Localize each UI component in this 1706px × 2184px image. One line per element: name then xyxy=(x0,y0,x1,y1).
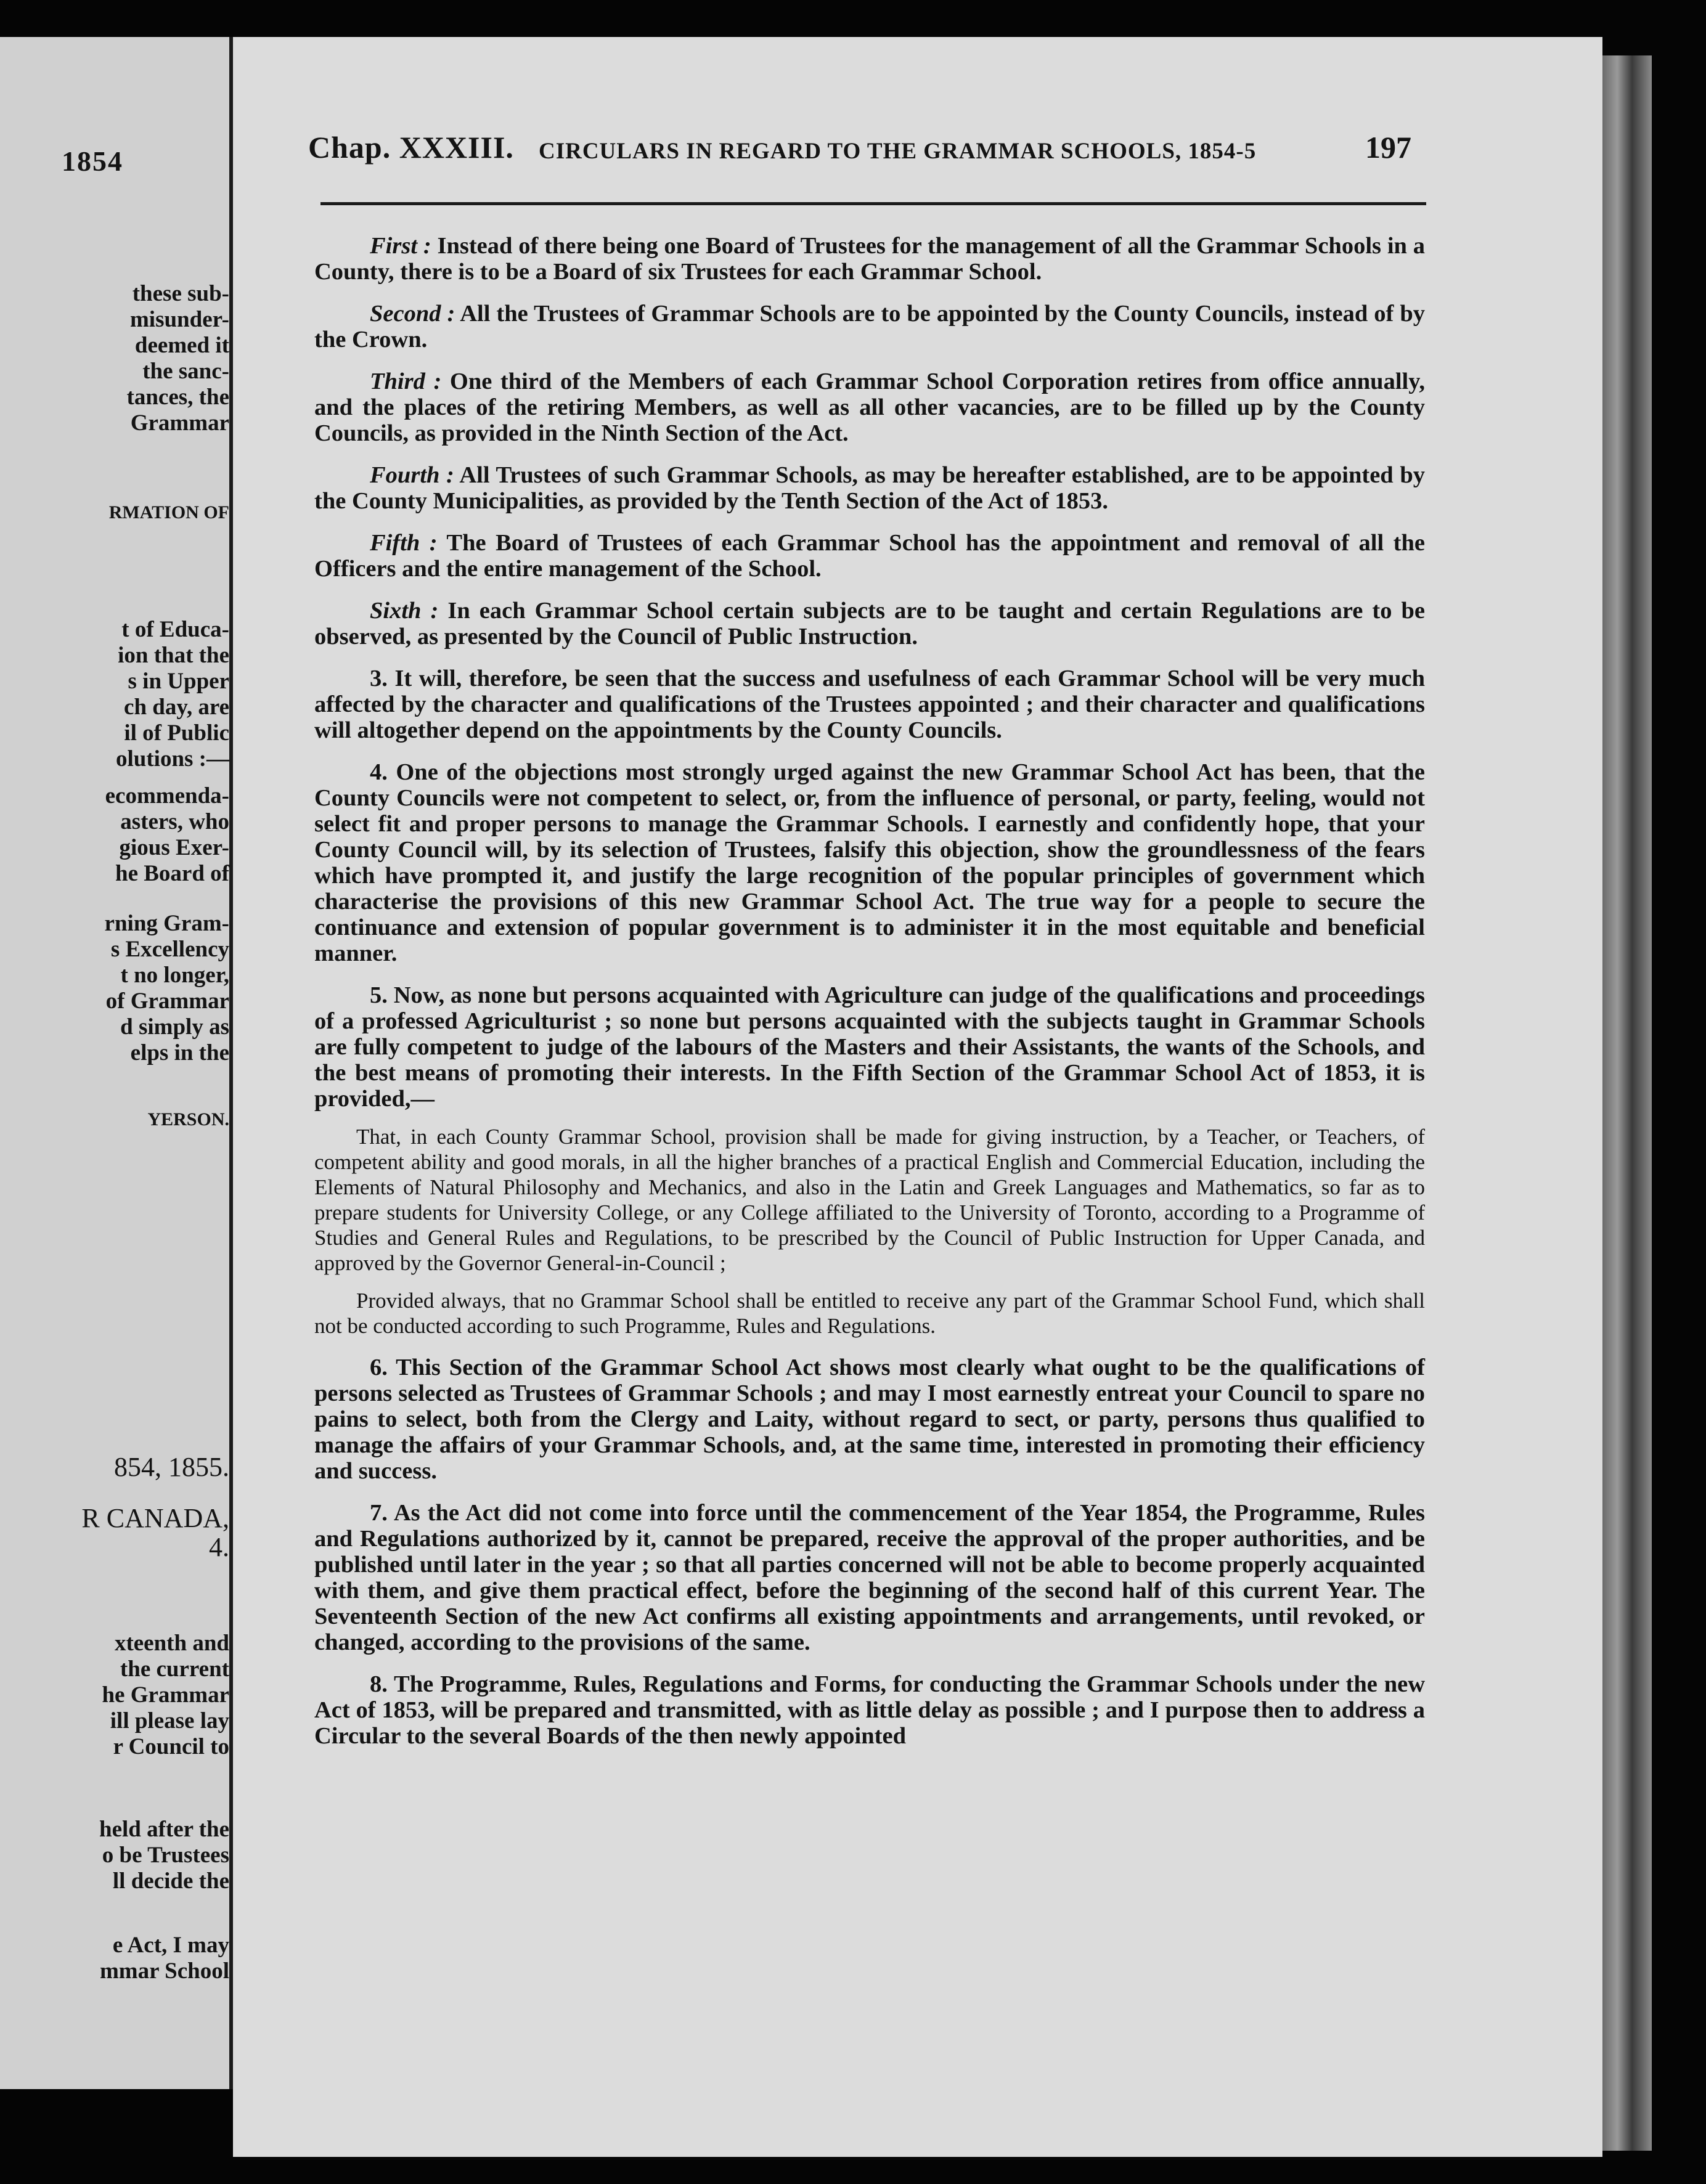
left-page-line: ecommenda- xyxy=(105,783,229,809)
paragraph-lead: First : xyxy=(370,233,431,259)
paragraph-fourth xyxy=(314,462,1425,514)
left-page-line: YERSON. xyxy=(147,1109,229,1130)
left-page-line: he Grammar xyxy=(102,1682,229,1708)
paragraph-text: In each Grammar School certain subjects are to be taught and certain Regulations are to be observed, as presented by the Council of Public Instruction. xyxy=(314,598,1425,650)
left-page-line: RMATION OF xyxy=(108,502,229,523)
left-page-line: e Act, I may xyxy=(112,1933,229,1958)
left-page-line: these sub- xyxy=(132,281,229,306)
paragraph-second xyxy=(314,301,1425,352)
left-page-line: t of Educa- xyxy=(121,617,229,642)
left-page-line: the sanc- xyxy=(142,359,229,384)
left-page-line: 854, 1855. xyxy=(114,1452,229,1482)
left-page-line: s in Upper xyxy=(128,669,229,694)
page-body xyxy=(314,233,1425,1749)
left-page-line: tances, the xyxy=(126,385,229,410)
left-page-line: ll decide the xyxy=(112,1868,229,1894)
paragraph-text: Instead of there being one Board of Trustees for the management of all the Grammar Schools in a County, there is to be a Board of six Trustees for each Grammar School. xyxy=(314,233,1425,285)
paragraph-6: 6. This Section of the Grammar School Act shows most clearly what ought to be the qualifications of persons selected as Trustees of Grammar Schools ; and may I most earnestly entreat your Council to spare no pains to select, both from the Clergy and Laity, without regard to sect, or party, persons thus qualified to manage the affairs of your Grammar Schools, and, at the same time, interested in promoting their efficiency and success. xyxy=(314,1355,1425,1484)
paragraph-lead: Sixth : xyxy=(370,598,439,624)
chapter-heading: Chap. XXXIII. xyxy=(308,130,514,165)
paragraph-text: 3. It will, therefore, be seen that the success and usefulness of each Grammar School will be very much affected by the character and qualifications of the Trustees appointed ; and their character and qualifications will altogether depend on the appointments by the County Councils. xyxy=(314,666,1425,743)
paragraph-sixth xyxy=(314,598,1425,650)
left-page-line: held after the xyxy=(99,1817,229,1842)
paragraph-8: 8. The Programme, Rules, Regulations and Forms, for conducting the Grammar Schools under the new Act of 1853, will be prepared and transmitted, with as little delay as possible ; and I purpose then to address a Circular to the several Boards of the then newly appointed xyxy=(314,1671,1425,1749)
left-page-line: elps in the xyxy=(130,1040,229,1066)
paragraph-lead: Third : xyxy=(370,369,442,394)
paragraph-lead: Fifth : xyxy=(370,530,438,556)
left-page-line: he Board of xyxy=(115,861,229,886)
paragraph-third xyxy=(314,369,1425,446)
paragraph-5 xyxy=(314,982,1425,1112)
paragraph-3 xyxy=(314,666,1425,743)
page-header xyxy=(308,129,1411,179)
left-page-line: misunder- xyxy=(129,307,229,332)
header-rule xyxy=(320,202,1426,205)
paragraph-text: 5. Now, as none but persons acquainted with Agriculture can judge of the qualifications and proceedings of a professed Agriculturist ; so none but persons acquainted with the subjects taught in Grammar Schools are fully competent to judge of the labours of the Masters and their Assistants, the wants of the Schools, and the best means of promoting their interests. In the Fifth Section of the Grammar School Act of 1853, it is provided,— xyxy=(314,982,1425,1112)
left-page-line: 4. xyxy=(209,1532,229,1562)
left-page-line: the current xyxy=(120,1656,229,1682)
left-page-fragment xyxy=(0,37,233,2089)
left-page-line: il of Public xyxy=(124,720,229,746)
left-page-line: xteenth and xyxy=(114,1631,229,1656)
page-number: 197 xyxy=(1365,130,1411,165)
quoted-act-section: That, in each County Grammar School, provision shall be made for giving instruction, by a Teacher, or Teachers, of competent ability and good morals, in all the higher branches of a practical English and Commercial Education, including the Elements of Natural Philosophy and Mechanics, and also in the Latin and Greek Languages and Mathematics, so far as to prepare students for University College, or any College affiliated to the University of Toronto, according to a Programme of Studies and General Rules and Regulations, to be prescribed by the Council of Public Instruction for Upper Canada, and approved by the Governor General-in-Council ; xyxy=(314,1125,1425,1275)
paragraph-4 xyxy=(314,759,1425,966)
left-page-line: of Grammar xyxy=(105,988,229,1014)
left-page-line: ch day, are xyxy=(124,695,229,720)
left-page-line: gious Exer- xyxy=(119,835,229,860)
running-title: CIRCULARS IN REGARD TO THE GRAMMAR SCHOOLS, 1854-5 xyxy=(539,139,1257,164)
left-page-line: deemed it xyxy=(134,333,229,358)
paragraph-7: 7. As the Act did not come into force until the commencement of the Year 1854, the Programme, Rules and Regulations authorized by it, cannot be prepared, receive the approval of the proper authorities, and be published until later in the year ; so that all parties concerned will not be able to become properly acquainted with them, and give them practical effect, before the beginning of the second half of this current Year. The Seventeenth Section of the new Act confirms all existing appointments and arrangements, until revoked, or changed, according to the provisions of the same. xyxy=(314,1500,1425,1655)
left-page-line: d simply as xyxy=(120,1014,229,1040)
paragraph-lead: Second : xyxy=(370,301,455,327)
paragraph-text: All Trustees of such Grammar Schools, as may be hereafter established, are to be appointed by the County Municipalities, as provided by the Tenth Section of the Act of 1853. xyxy=(314,462,1425,514)
paragraph-first xyxy=(314,233,1425,285)
left-page-line: o be Trustees xyxy=(102,1843,229,1868)
quoted-proviso: Provided always, that no Grammar School shall be entitled to receive any part of the Grammar School Fund, which shall not be conducted according to such Programme, Rules and Regulations. xyxy=(314,1289,1425,1338)
left-page-year: 1854 xyxy=(62,145,123,177)
paragraph-text: The Board of Trustees of each Grammar School has the appointment and removal of all the Officers and the entire management of the School. xyxy=(314,530,1425,582)
left-page-line: t no longer, xyxy=(120,963,229,988)
left-page-line: Grammar xyxy=(130,410,229,436)
left-page-line: r Council to xyxy=(113,1734,229,1759)
left-page-line: ion that the xyxy=(118,643,229,668)
main-page xyxy=(233,37,1602,2157)
left-page-line: rning Gram- xyxy=(104,911,229,936)
paragraph-text: 4. One of the objections most strongly urged against the new Grammar School Act has been, that the County Councils were not competent to select, or, from the influence of personal, or party, feeling, would not select fit and proper persons to manage the Grammar Schools. I earnestly and confidently hope, that your County Council will, by its selection of Trustees, falsify this objection, show the groundlessness of the fears which have prompted it, and justify the large recognition of the popular principles of government which characterise the provisions of this new Grammar School Act. The true way for a people to secure the continuance and extension of popular government is to administer it in the most equitable and beneficial manner. xyxy=(314,759,1425,966)
paragraph-text: All the Trustees of Grammar Schools are to be appointed by the County Councils, instead of by the Crown. xyxy=(314,301,1425,352)
book-page-edge xyxy=(1602,55,1652,2151)
left-page-line: R CANADA, xyxy=(81,1503,229,1533)
left-page-line: ill please lay xyxy=(110,1708,229,1734)
paragraph-text: One third of the Members of each Grammar School Corporation retires from office annually, and the places of the retiring Members, as well as all other vacancies, are to be filled up by the County Councils, as provided in the Ninth Section of the Act. xyxy=(314,369,1425,446)
paragraph-lead: Fourth : xyxy=(370,462,454,488)
left-page-line: s Excellency xyxy=(110,937,229,962)
left-page-line: asters, who xyxy=(120,809,229,834)
left-page-line: olutions :— xyxy=(115,746,229,772)
left-page-line: mmar School xyxy=(99,1958,229,1984)
paragraph-fifth xyxy=(314,530,1425,582)
